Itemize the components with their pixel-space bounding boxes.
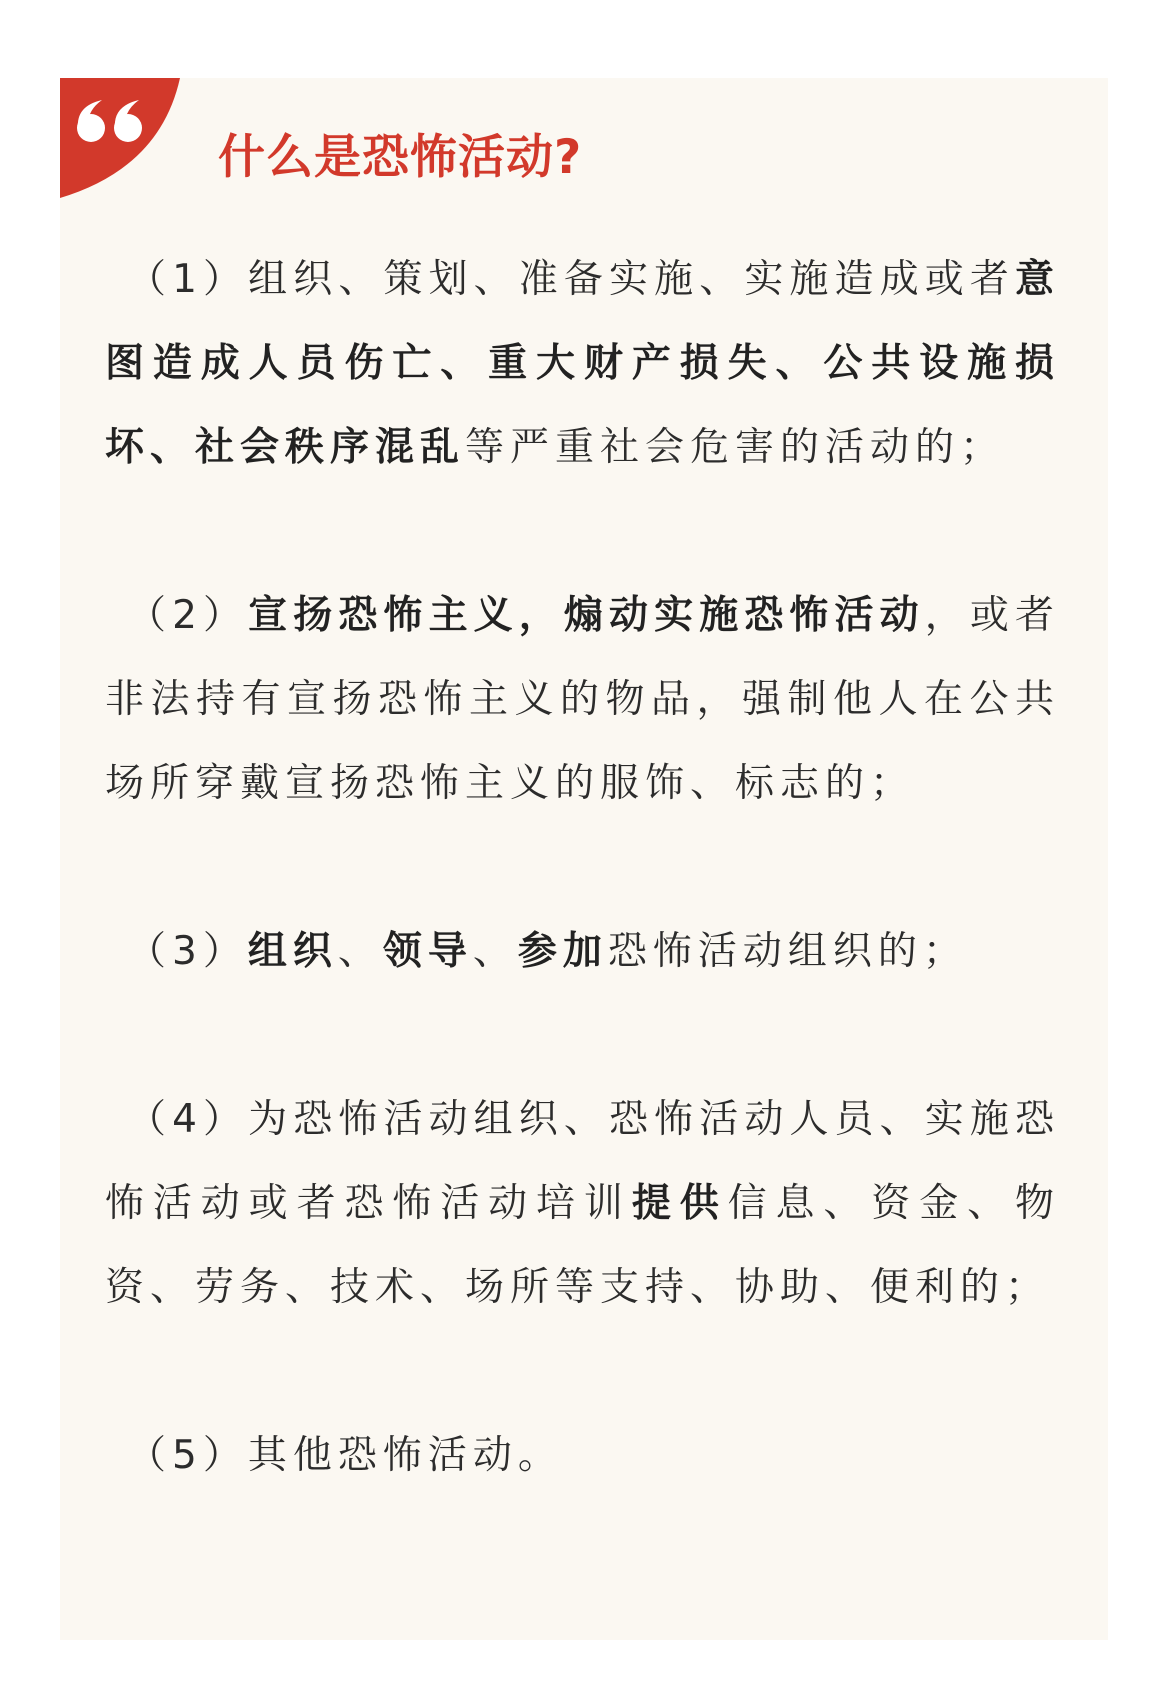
item-number: （1） <box>127 257 249 302</box>
emphasis-text: 宣扬恐怖主义，煽动实施恐怖活动 <box>248 593 925 638</box>
item-number: （5） <box>127 1433 248 1478</box>
item-number: （2） <box>127 593 249 638</box>
text: 信息、资金、物资、劳务、技术、场所等支持、协助、便利的； <box>105 1181 1060 1310</box>
quote-icon <box>60 78 180 198</box>
paragraph-1 <box>105 238 1060 490</box>
emphasis-text: 意图造成人员伤亡、重大财产损失、公共设施损坏、社会秩序混乱 <box>105 257 1060 470</box>
text: 其他恐怖活动。 <box>247 1433 563 1478</box>
paragraph-5 <box>105 1414 1060 1498</box>
text: 恐怖活动组织的； <box>607 929 968 974</box>
page-title: 什么是恐怖活动? <box>218 130 583 185</box>
text: 组织、策划、准备实施、实施造成或者 <box>248 257 1015 302</box>
paragraph-4 <box>105 1078 1060 1330</box>
paragraph-3 <box>105 910 1060 994</box>
text: ，或者非法持有宣扬恐怖主义的物品，强制他人在公共场所穿戴宣扬恐怖主义的服饰、标志的； <box>105 593 1060 806</box>
emphasis-text: 提供 <box>631 1181 728 1226</box>
item-number: （3） <box>127 929 248 974</box>
emphasis-text: 组织 <box>247 929 338 974</box>
text: 为恐怖活动组织、恐怖活动人员、实施恐怖活动或者恐怖活动培训 <box>105 1097 1060 1226</box>
paragraph-2 <box>105 574 1060 826</box>
item-number: （4） <box>127 1097 249 1142</box>
text: 、 <box>472 929 518 974</box>
emphasis-text: 参加 <box>517 929 608 974</box>
text: 等严重社会危害的活动的； <box>465 425 1006 470</box>
article-body <box>105 238 1060 1498</box>
emphasis-text: 领导 <box>382 929 473 974</box>
text: 、 <box>337 929 383 974</box>
